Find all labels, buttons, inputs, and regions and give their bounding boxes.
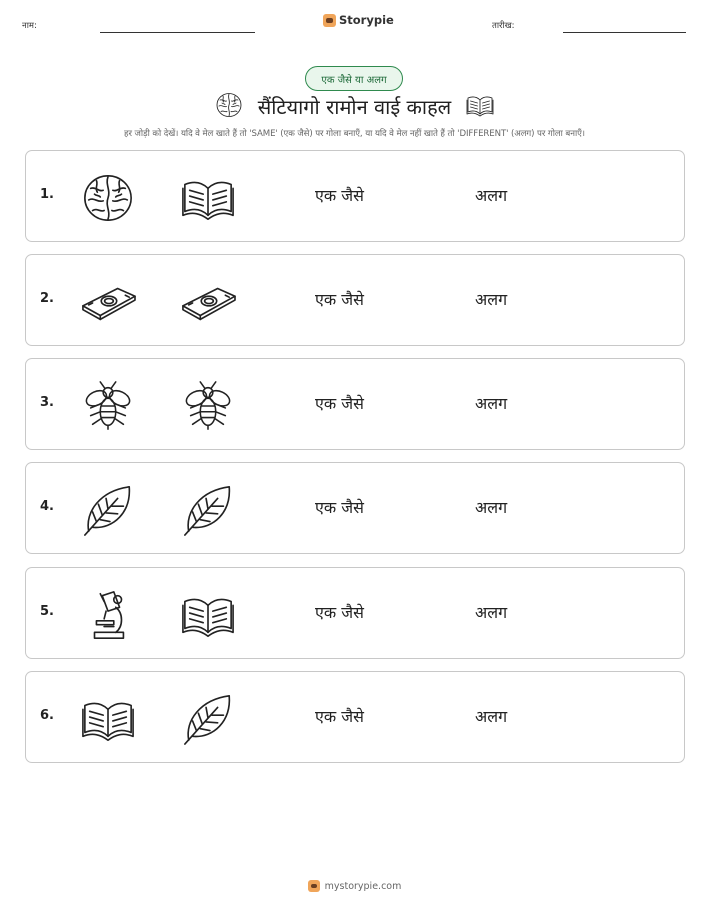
same-option[interactable]: एक जैसे	[315, 290, 364, 309]
different-option[interactable]: अलग	[475, 498, 508, 517]
page-title: सैंटियागो रामोन वाई काहल	[257, 94, 452, 119]
question-number: 1.	[40, 187, 54, 202]
question-number: 6.	[40, 708, 54, 723]
brand-name: Storypie	[339, 13, 394, 27]
bee-icon	[179, 379, 237, 433]
storypie-mascot-icon	[323, 14, 336, 27]
different-option[interactable]: अलग	[475, 186, 508, 205]
same-option[interactable]: एक जैसे	[315, 707, 364, 726]
instructions: हर जोड़ी को देखें। यदि वे मेल खाते हैं तो 'SAME' (एक जैसे) पर गोला बनाएँ, या यदि वे मेल नहीं खाते हैं तो 'DIFFERENT' (अलग) पर गोला बनाएँ।	[124, 129, 585, 139]
question-row	[25, 358, 685, 450]
same-option[interactable]: एक जैसे	[315, 394, 364, 413]
leaf-icon	[79, 483, 137, 537]
date-line[interactable]	[563, 32, 686, 33]
brain-icon	[214, 91, 244, 121]
different-option[interactable]: अलग	[475, 707, 508, 726]
question-row	[25, 254, 685, 346]
brain-icon	[79, 171, 137, 225]
question-number: 2.	[40, 291, 54, 306]
footer-url: mystorypie.com	[324, 880, 402, 892]
question-row	[25, 671, 685, 763]
book-icon	[179, 588, 237, 642]
storypie-logo	[323, 13, 394, 27]
storypie-mascot-icon	[308, 880, 320, 892]
question-number: 4.	[40, 499, 54, 514]
question-row	[25, 462, 685, 554]
book-icon	[465, 91, 495, 121]
footer	[0, 880, 709, 892]
title-row	[0, 90, 709, 122]
same-option[interactable]: एक जैसे	[315, 603, 364, 622]
worksheet-type-tag: एक जैसे या अलग	[305, 66, 403, 91]
question-row	[25, 150, 685, 242]
question-number: 3.	[40, 395, 54, 410]
same-option[interactable]: एक जैसे	[315, 186, 364, 205]
different-option[interactable]: अलग	[475, 603, 508, 622]
date-label: तारीख:	[492, 21, 515, 31]
microscope-icon	[79, 588, 137, 642]
leaf-icon	[179, 483, 237, 537]
glass-slide-icon	[179, 275, 237, 329]
same-option[interactable]: एक जैसे	[315, 498, 364, 517]
leaf-icon	[179, 692, 237, 746]
name-label: नाम:	[22, 21, 37, 31]
book-icon	[79, 692, 137, 746]
different-option[interactable]: अलग	[475, 394, 508, 413]
question-number: 5.	[40, 604, 54, 619]
different-option[interactable]: अलग	[475, 290, 508, 309]
book-icon	[179, 171, 237, 225]
bee-icon	[79, 379, 137, 433]
question-row	[25, 567, 685, 659]
glass-slide-icon	[79, 275, 137, 329]
name-line[interactable]	[100, 32, 255, 33]
